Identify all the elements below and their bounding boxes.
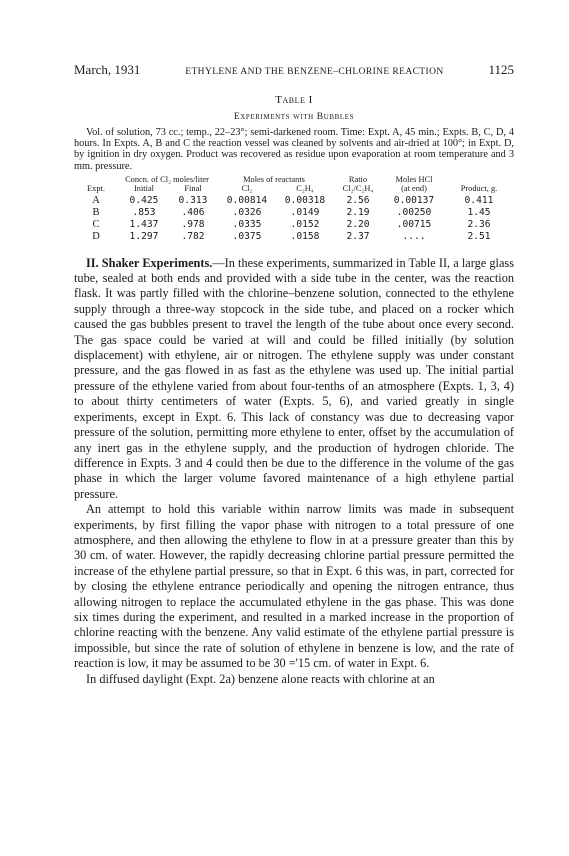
paragraph: In diffused daylight (Expt. 2a) benzene alone reacts with chlorine at an: [86, 671, 435, 686]
table-cell: 2.36: [467, 219, 491, 231]
table-row: [74, 193, 514, 207]
column-header: Final: [184, 183, 202, 193]
table-caption: Experiments with Bubbles: [233, 112, 355, 122]
table-cell: 1.297: [129, 231, 159, 243]
table-row: [74, 219, 514, 231]
group-header-concn: Concn. of Cl₂ moles/liter: [125, 174, 209, 184]
table-cell: .406: [181, 207, 205, 219]
table-cell: 0.313: [178, 194, 208, 206]
table-group-header-row: [74, 175, 514, 184]
paragraph: An attempt to hold this variable within narrow limits was made in subsequent experiments, by first filling the vapor phase with nitrogen to a total pressure of one atmosphere, and then allowing the ethylene to flow in at a pressure greater than this by 30 cm. of water. However, the rapidly decreasing chlorine partial pressure permitted the increase of the ethylene partial pressure, so that in Expt. 6 this was, in part, corrected for by closing the ethylene entrance periodically and opening the nitrogen entrance, thus allowing nitrogen to replace the accumulated ethylene in the gas phase. This was done six times during the experiment, and resulted in a marked increase in the proportion of chlorine reacting with the benzene. Any valid estimate of the ethylene partial pressure is impossible, but since the rate of solution of ethylene in benzene is low, and the rate of reaction is low, it may be assumed to be 30 ='15 cm. of water in Expt. 6.: [74, 502, 514, 671]
table-cell: B: [92, 207, 100, 219]
table-cell: .0335: [232, 219, 262, 231]
paragraph: [74, 256, 514, 503]
table-cell: A: [92, 194, 100, 206]
table-cell: 0.00318: [284, 194, 326, 206]
column-header: (at end): [401, 183, 427, 193]
table-cell: .00715: [396, 219, 432, 231]
table-cell: 0.411: [464, 194, 494, 206]
table-cell: ....: [402, 231, 426, 243]
column-header: Product, g.: [460, 183, 498, 193]
column-header: Initial: [133, 183, 154, 193]
table-cell: 2.37: [346, 231, 370, 243]
table-cell: 2.56: [346, 194, 370, 206]
experiments-table: [74, 175, 514, 244]
table-cell: 2.51: [467, 231, 491, 243]
table-cell: .853: [132, 207, 156, 219]
group-header-ratio: Ratio: [348, 174, 368, 184]
header-date: March, 1931: [74, 62, 141, 77]
table-cell: .0149: [290, 207, 320, 219]
column-header: Cl₂: [241, 183, 253, 193]
header-running-title: ETHYLENE AND THE BENZENE–CHLORINE REACTION: [185, 67, 444, 77]
group-header-hcl: Moles HCl: [395, 174, 433, 184]
table-note-text: Vol. of solution, 73 cc.; temp., 22–23°; semi-darkened room. Time: Expt. A, 45 min.; Expts. B, C, D, 4 hours. In Expts. A, B and C the reaction vessel was cleaned by solvents and air-dried at 100°; in Expt. D, by ignition in dry oxygen. Product was recovered as residue upon evaporation at room temperature and 3 mm. pressure.: [74, 127, 514, 172]
table-cell: .00250: [396, 207, 432, 219]
column-header: Expt.: [87, 183, 105, 193]
table-row: [74, 207, 514, 219]
journal-page: [74, 62, 514, 687]
column-header: Cl₂/C₂H₄: [342, 183, 374, 193]
column-header: C₂H₄: [296, 183, 314, 193]
header-page-number: 1125: [488, 62, 514, 77]
group-header-moles: Moles of reactants: [243, 174, 305, 184]
table-row: [74, 231, 514, 243]
table-cell: .0375: [232, 231, 262, 243]
table-cell: .978: [181, 219, 205, 231]
body-text: [74, 256, 514, 687]
table-cell: .782: [181, 231, 205, 243]
table-cell: 1.437: [129, 219, 159, 231]
table-note: [74, 127, 514, 172]
table-label: Table I: [275, 94, 313, 106]
table-cell: .0326: [232, 207, 262, 219]
table-cell: D: [92, 231, 100, 243]
table-cell: .0152: [290, 219, 320, 231]
table-cell: 2.20: [346, 219, 370, 231]
table-cell: 2.19: [346, 207, 370, 219]
running-head: [74, 62, 514, 80]
table-header-row: [74, 184, 514, 193]
table-cell: 0.425: [129, 194, 159, 206]
table-cell: .0158: [290, 231, 320, 243]
table-cell: C: [92, 219, 100, 231]
paragraph-text: —In these experiments, summarized in Table II, a large glass tube, sealed at both ends and provided with a side tube in the center, was the reaction flask. It was partly filled with the chlorine–benzene solution, connected to the ethylene supply through a three-way stopcock in the side tube, and placed on a rocker which caused the gas bubbles present to travel the length of the tube about once every second. The gas space could be varied at will and could be filled initially (by solution displacement) with ethylene, air or nitrogen. The ethylene supply was under constant pressure, and the gas flowed in as fast as the ethylene was used up. The initial partial pressure of the ethylene varied from about four-tenths of an atmosphere (Expts. 1, 3, 4) to about thirty centimeters of water (Expts. 5, 6), and varied greatly in single experiments, except in Expt. 6. This lack of constancy was due to decreasing vapor pressure of the solution, permitting more ethylene to enter, offset by the accumulation of any inert gas in the ethylene supply, and the production of hydrogen chloride. The difference in Expts. 3 and 4 could then be due to the difference in the volume of the gas phase in which the larger volume favored maintenance of a high ethylene partial pressure.: [74, 255, 514, 501]
section-heading: II. Shaker Experiments.: [86, 255, 213, 270]
table-cell: 0.00814: [226, 194, 268, 206]
table-cell: 1.45: [467, 207, 491, 219]
table-cell: 0.00137: [393, 194, 435, 206]
